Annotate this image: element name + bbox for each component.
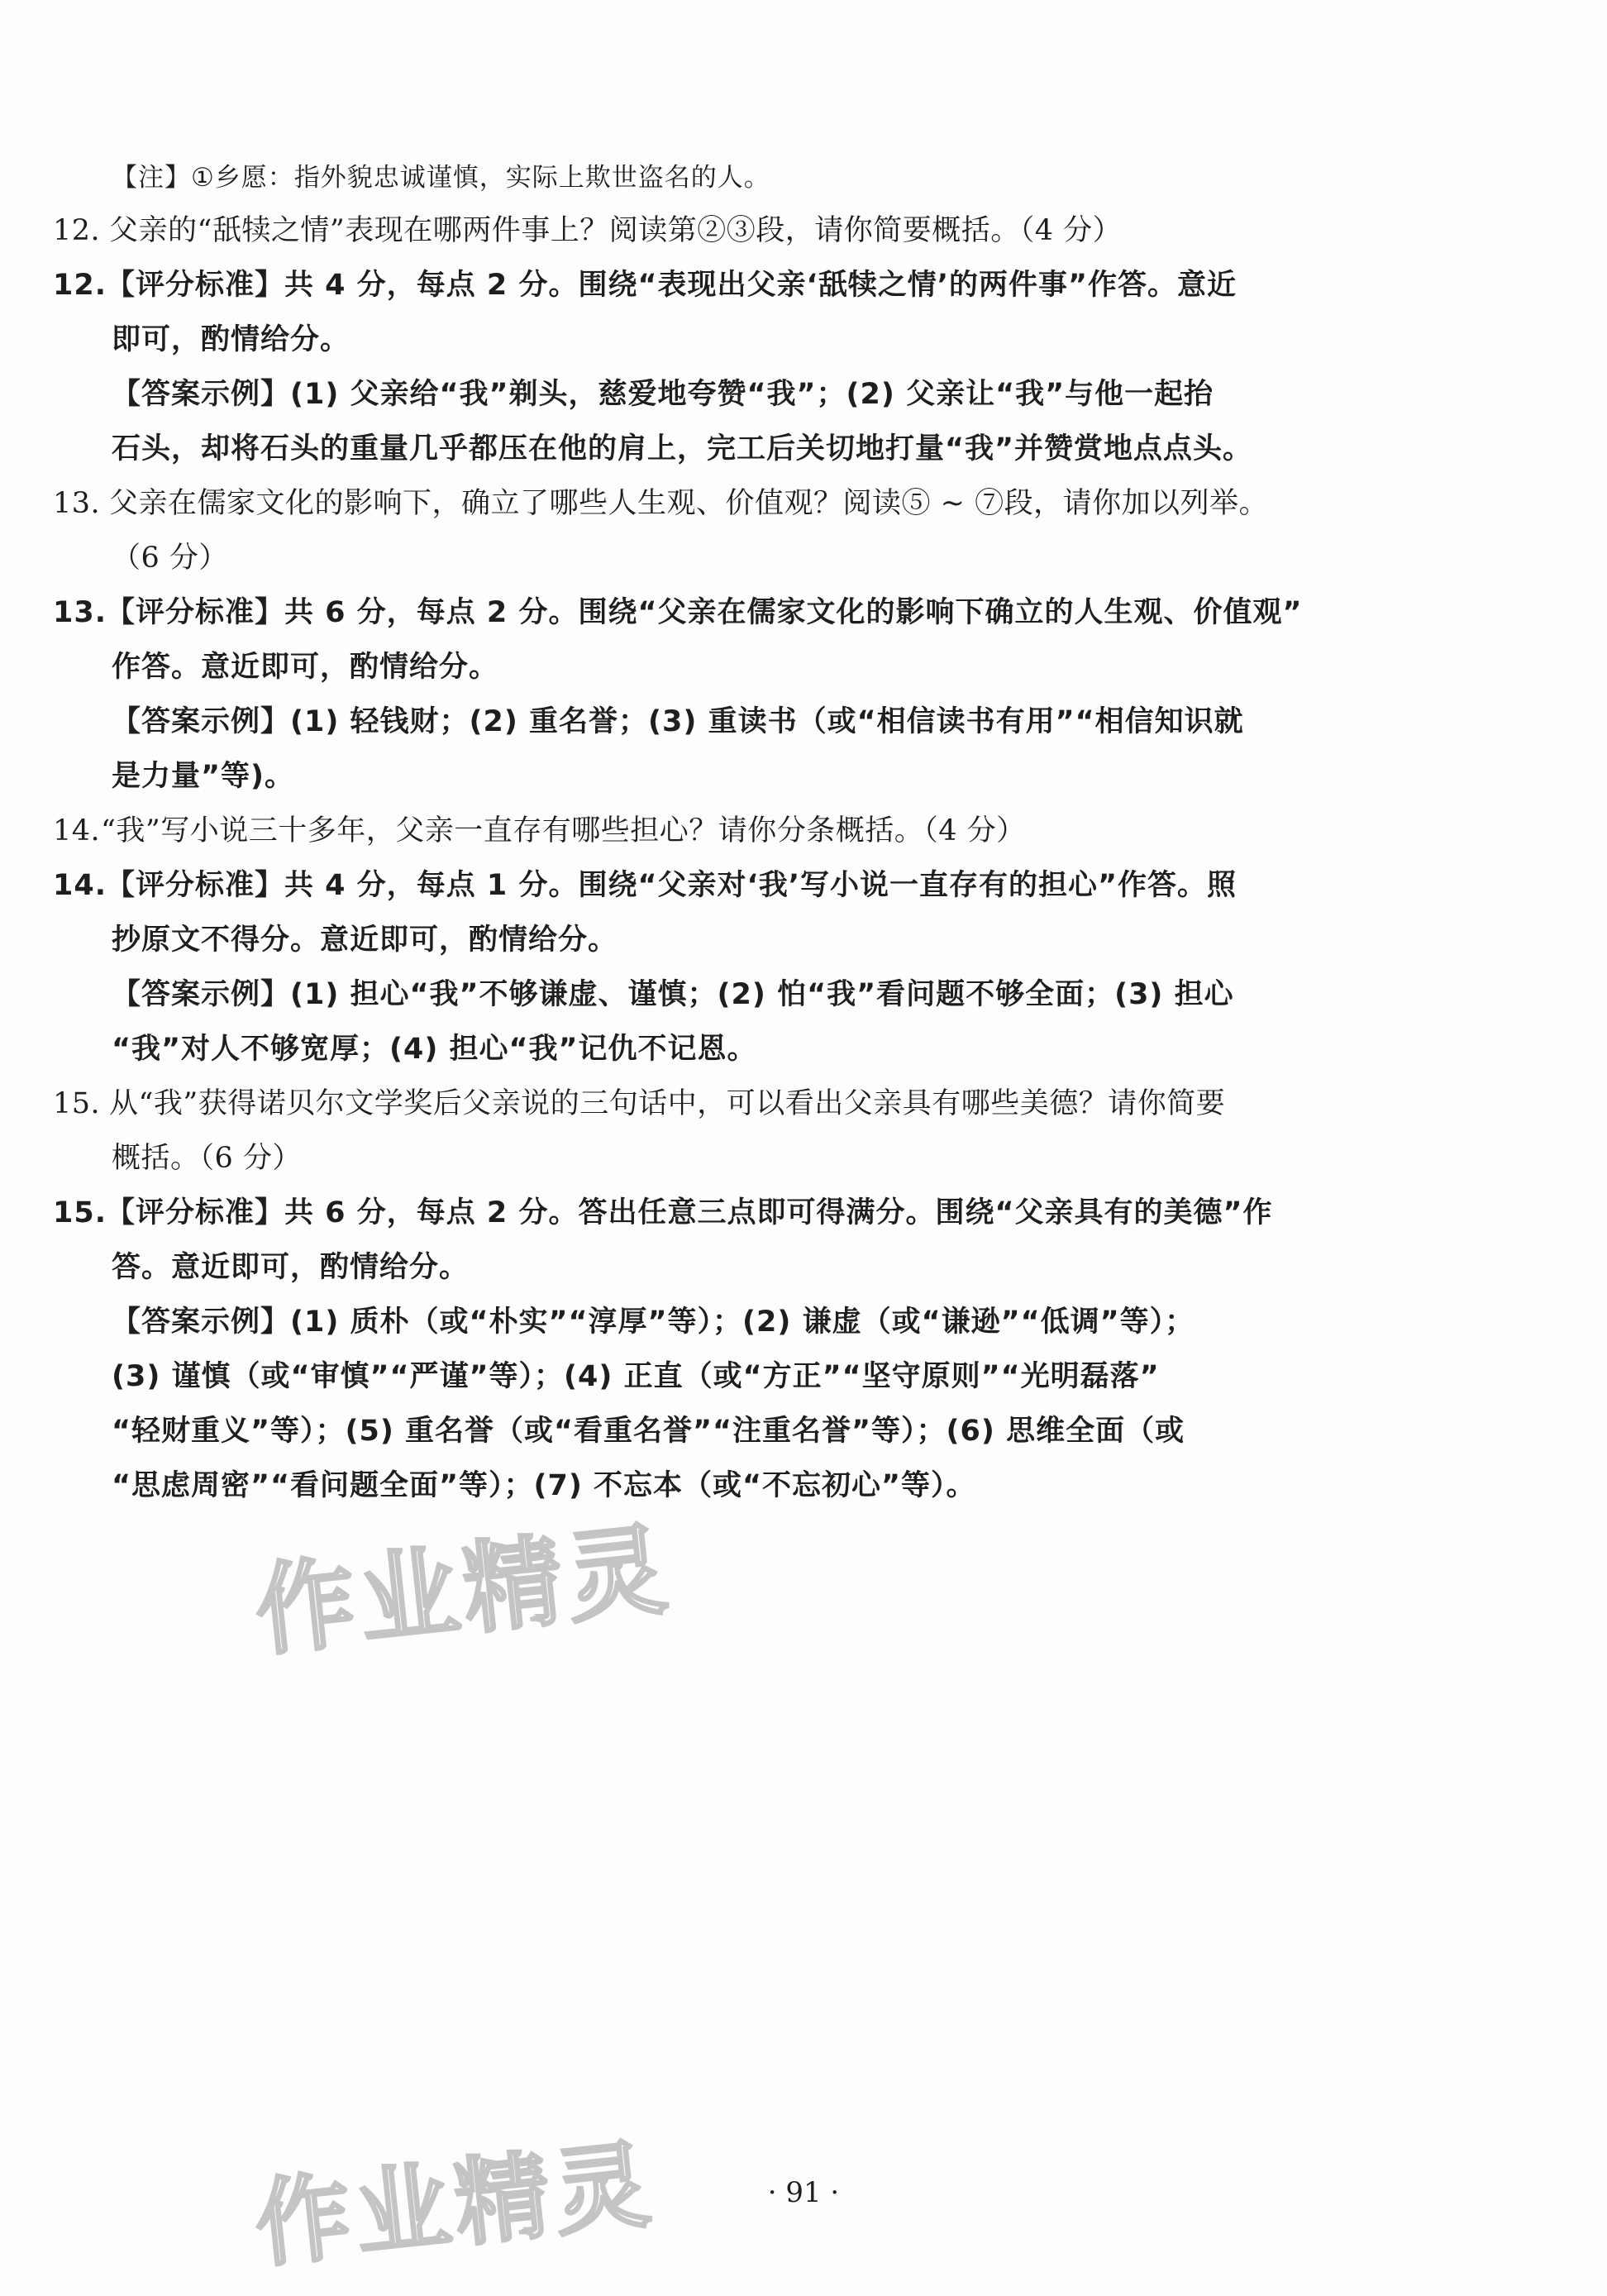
grading-text: 即可，酌情给分。	[112, 323, 350, 356]
question-text: 概括。（6 分）	[112, 1142, 302, 1175]
question-text: “我”写小说三十多年，父亲一直存有哪些担心？请你分条概括。（4 分）	[101, 814, 1026, 847]
watermark: 作业精灵	[250, 1512, 677, 1671]
watermark-bottom: 作业精灵	[250, 2129, 660, 2282]
grading-text: 【评分标准】共 6 分，每点 2 分。围绕“父亲在儒家文化的影响下确立的人生观、价值观”	[106, 596, 1303, 629]
question-text: （6 分）	[112, 542, 228, 575]
answer-text: “轻财重义”等）；(5) 重名誉（或“看重名誉”“注重名誉”等）；(6) 思维全面（或	[112, 1415, 1185, 1448]
question-text: 父亲的“舐犊之情”表现在哪两件事上？阅读第②③段，请你简要概括。（4 分）	[109, 214, 1123, 247]
answer-text: 石头，却将石头的重量几乎都压在他的肩上，完工后关切地打量“我”并赞赏地点点头。	[112, 432, 1253, 465]
answer-text: 【答案示例】(1) 担心“我”不够谦虚、谨慎；(2) 怕“我”看问题不够全面；(3) 担心	[112, 978, 1234, 1011]
grading-text: 【评分标准】共 4 分，每点 1 分。围绕“父亲对‘我’写小说一直存有的担心”作答。照	[106, 869, 1237, 902]
grading-text: 答。意近即可，酌情给分。	[112, 1251, 470, 1284]
question-number: 14.	[53, 814, 101, 847]
question-number: 15.	[53, 1087, 101, 1120]
grading-number: 14.	[53, 869, 107, 902]
answer-text: “我”对人不够宽厚；(4) 担心“我”记仇不记恩。	[112, 1033, 757, 1066]
grading-text: 【评分标准】共 6 分，每点 2 分。答出任意三点即可得满分。围绕“父亲具有的美德”作	[106, 1196, 1273, 1229]
answer-text: 【答案示例】(1) 父亲给“我”剃头，慈爱地夸赞“我”；(2) 父亲让“我”与他一起抬	[112, 378, 1214, 411]
answer-text: (3) 谨慎（或“审慎”“严谨”等）；(4) 正直（或“方正”“坚守原则”“光明磊落”	[112, 1360, 1160, 1393]
question-text: 父亲在儒家文化的影响下，确立了哪些人生观、价值观？阅读⑤ ~ ⑦段，请你加以列举。	[109, 487, 1269, 520]
answer-text: 是力量”等)。	[112, 760, 294, 793]
grading-text: 作答。意近即可，酌情给分。	[112, 651, 499, 684]
grading-text: 抄原文不得分。意近即可，酌情给分。	[112, 924, 618, 957]
question-text: 从“我”获得诺贝尔文学奖后父亲说的三句话中，可以看出父亲具有哪些美德？请你简要	[109, 1087, 1226, 1120]
grading-number: 13.	[53, 596, 107, 629]
footnote-text: 【注】①乡愿：指外貌忠诚谨慎，实际上欺世盗名的人。	[112, 163, 770, 193]
grading-text: 【评分标准】共 4 分，每点 2 分。围绕“表现出父亲‘舐犊之情’的两件事”作答。意近	[106, 269, 1237, 302]
page-number: · 91 ·	[767, 2176, 840, 2209]
answer-text: 【答案示例】(1) 轻钱财；(2) 重名誉；(3) 重读书（或“相信读书有用”“相信知识就	[112, 705, 1244, 738]
question-number: 12.	[53, 214, 101, 247]
grading-number: 12.	[53, 269, 107, 302]
question-number: 13.	[53, 487, 101, 520]
answer-text: 【答案示例】(1) 质朴（或“朴实”“淳厚”等）；(2) 谦虚（或“谦逊”“低调”等）；	[112, 1306, 1195, 1339]
grading-number: 15.	[53, 1196, 107, 1229]
answer-text: “思虑周密”“看问题全面”等）；(7) 不忘本（或“不忘初心”等）。	[112, 1469, 976, 1502]
